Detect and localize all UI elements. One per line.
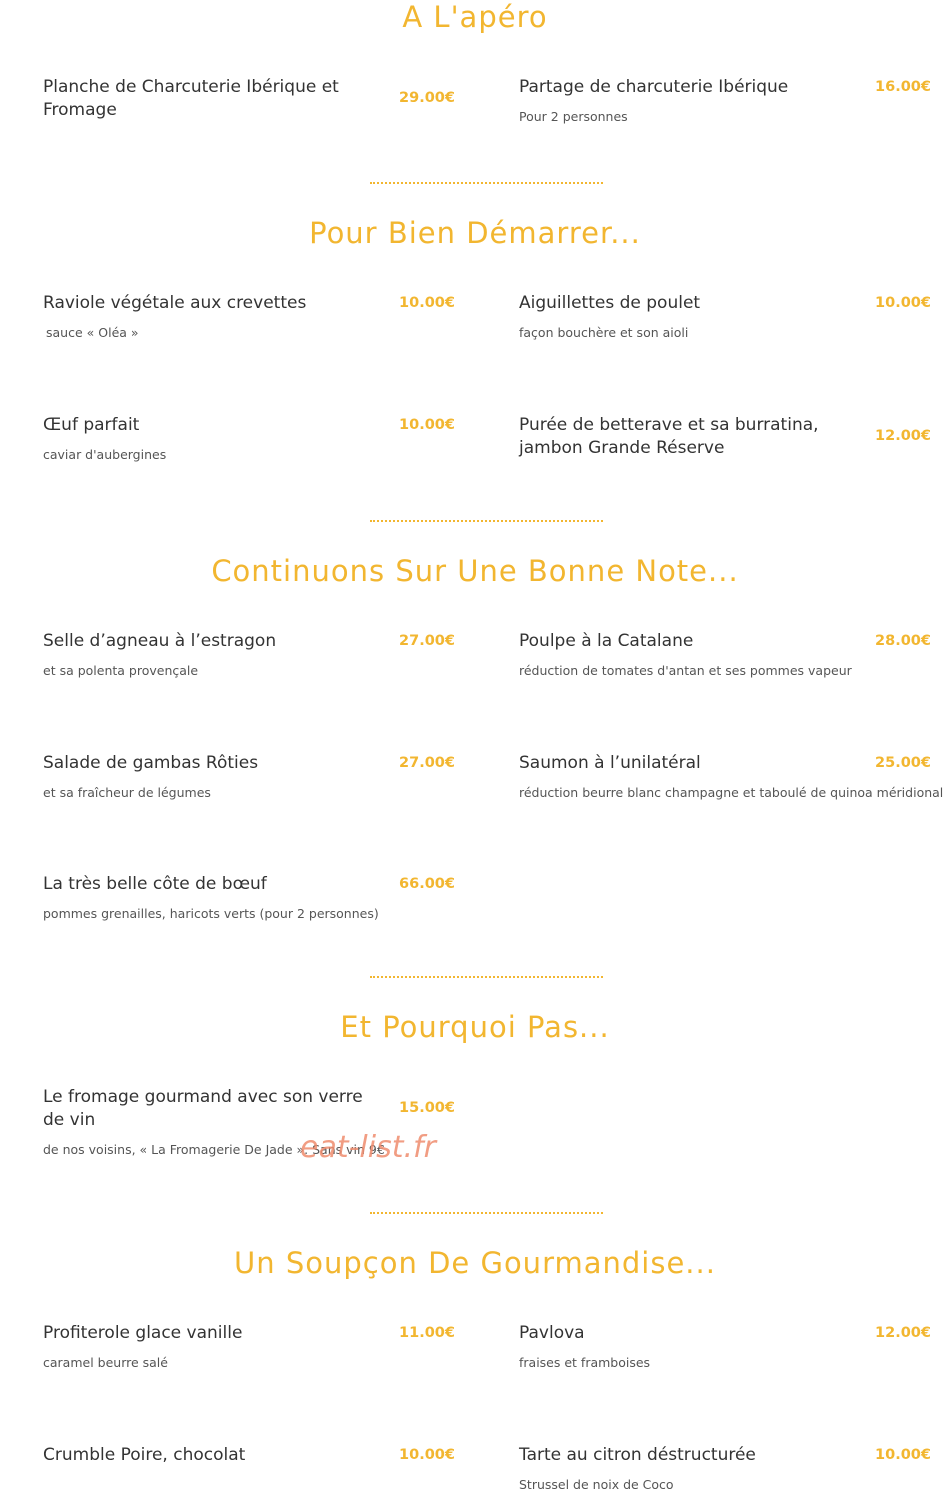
item-name: Œuf parfait [43, 415, 140, 435]
item-name: Pavlova [519, 1323, 585, 1343]
item-price: 28.00€ [875, 633, 931, 649]
menu-item [519, 414, 931, 460]
item-description: fraises et framboises [519, 1355, 651, 1370]
menu-item [43, 873, 455, 922]
item-price: 29.00€ [399, 90, 455, 106]
item-name: Poulpe à la Catalane [519, 631, 694, 651]
item-name: Selle d’agneau à l’estragon [43, 631, 277, 651]
item-name: Profiterole glace vanille [43, 1323, 243, 1343]
menu-item [519, 292, 931, 341]
menu-item [43, 414, 455, 463]
item-description: Strussel de noix de Coco [519, 1477, 674, 1492]
item-name: Saumon à l’unilatéral [519, 753, 701, 773]
item-price: 16.00€ [875, 79, 931, 95]
item-description: Pour 2 personnes [519, 109, 628, 124]
menu-item [43, 1322, 455, 1371]
item-description: et sa polenta provençale [43, 663, 199, 678]
item-price: 12.00€ [875, 428, 931, 444]
menu-item [43, 1444, 455, 1467]
item-name: Planche de Charcuterie Ibérique et Fromage [43, 77, 339, 120]
item-price: 27.00€ [399, 633, 455, 649]
item-price: 15.00€ [399, 1100, 455, 1116]
item-description: pommes grenailles, haricots verts (pour 2 personnes) [43, 906, 379, 921]
item-name: Salade de gambas Rôties [43, 753, 259, 773]
item-description: caramel beurre salé [43, 1355, 168, 1370]
item-name: Partage de charcuterie Ibérique [519, 77, 789, 97]
item-description: façon bouchère et son aioli [519, 325, 689, 340]
item-price: 12.00€ [875, 1325, 931, 1341]
item-description: et sa fraîcheur de légumes [43, 785, 211, 800]
section-divider [370, 520, 603, 522]
section-title-gourmandise: Un Soupçon De Gourmandise... [234, 1246, 716, 1280]
item-description: sauce « Oléa » [46, 325, 139, 340]
section-divider [370, 976, 603, 978]
section-title-apero: A L'apéro [402, 0, 548, 34]
item-price: 10.00€ [875, 295, 931, 311]
menu-item [43, 292, 455, 341]
section-divider [370, 182, 603, 184]
item-price: 10.00€ [875, 1447, 931, 1463]
item-price: 10.00€ [399, 417, 455, 433]
item-name: La très belle côte de bœuf [43, 874, 267, 894]
item-name: Purée de betterave et sa burratina, jambon Grande Réserve [519, 415, 819, 458]
menu-item [519, 1322, 931, 1371]
item-name: Raviole végétale aux crevettes [43, 293, 307, 313]
item-name: Aiguillettes de poulet [519, 293, 701, 313]
item-price: 11.00€ [399, 1325, 455, 1341]
item-price: 25.00€ [875, 755, 931, 771]
section-title-pourquoi: Et Pourquoi Pas... [340, 1010, 610, 1044]
menu-item [43, 630, 455, 679]
menu-item [519, 76, 931, 125]
item-price: 10.00€ [399, 1447, 455, 1463]
item-description: caviar d'aubergines [43, 447, 167, 462]
menu-item [43, 76, 455, 122]
section-title-demarrer: Pour Bien Démarrer... [309, 216, 641, 250]
item-price: 66.00€ [399, 876, 455, 892]
menu-item [519, 630, 931, 679]
item-price: 27.00€ [399, 755, 455, 771]
menu-item [519, 1444, 931, 1493]
menu-item [519, 752, 944, 801]
item-description: de nos voisins, « La Fromagerie De Jade ». Sans vin 9€ [43, 1142, 385, 1157]
section-divider [370, 1212, 603, 1214]
item-price: 10.00€ [399, 295, 455, 311]
watermark: eat-list.fr [300, 1130, 436, 1165]
section-title-continuons: Continuons Sur Une Bonne Note... [211, 554, 739, 588]
menu-item [43, 752, 455, 801]
item-name: Le fromage gourmand avec son verre de vin [43, 1087, 363, 1130]
item-name: Crumble Poire, chocolat [43, 1445, 246, 1465]
item-name: Tarte au citron déstructurée [519, 1445, 756, 1465]
item-description: réduction de tomates d'antan et ses pommes vapeur [519, 663, 852, 678]
item-description: réduction beurre blanc champagne et taboulé de quinoa méridional [519, 785, 944, 800]
